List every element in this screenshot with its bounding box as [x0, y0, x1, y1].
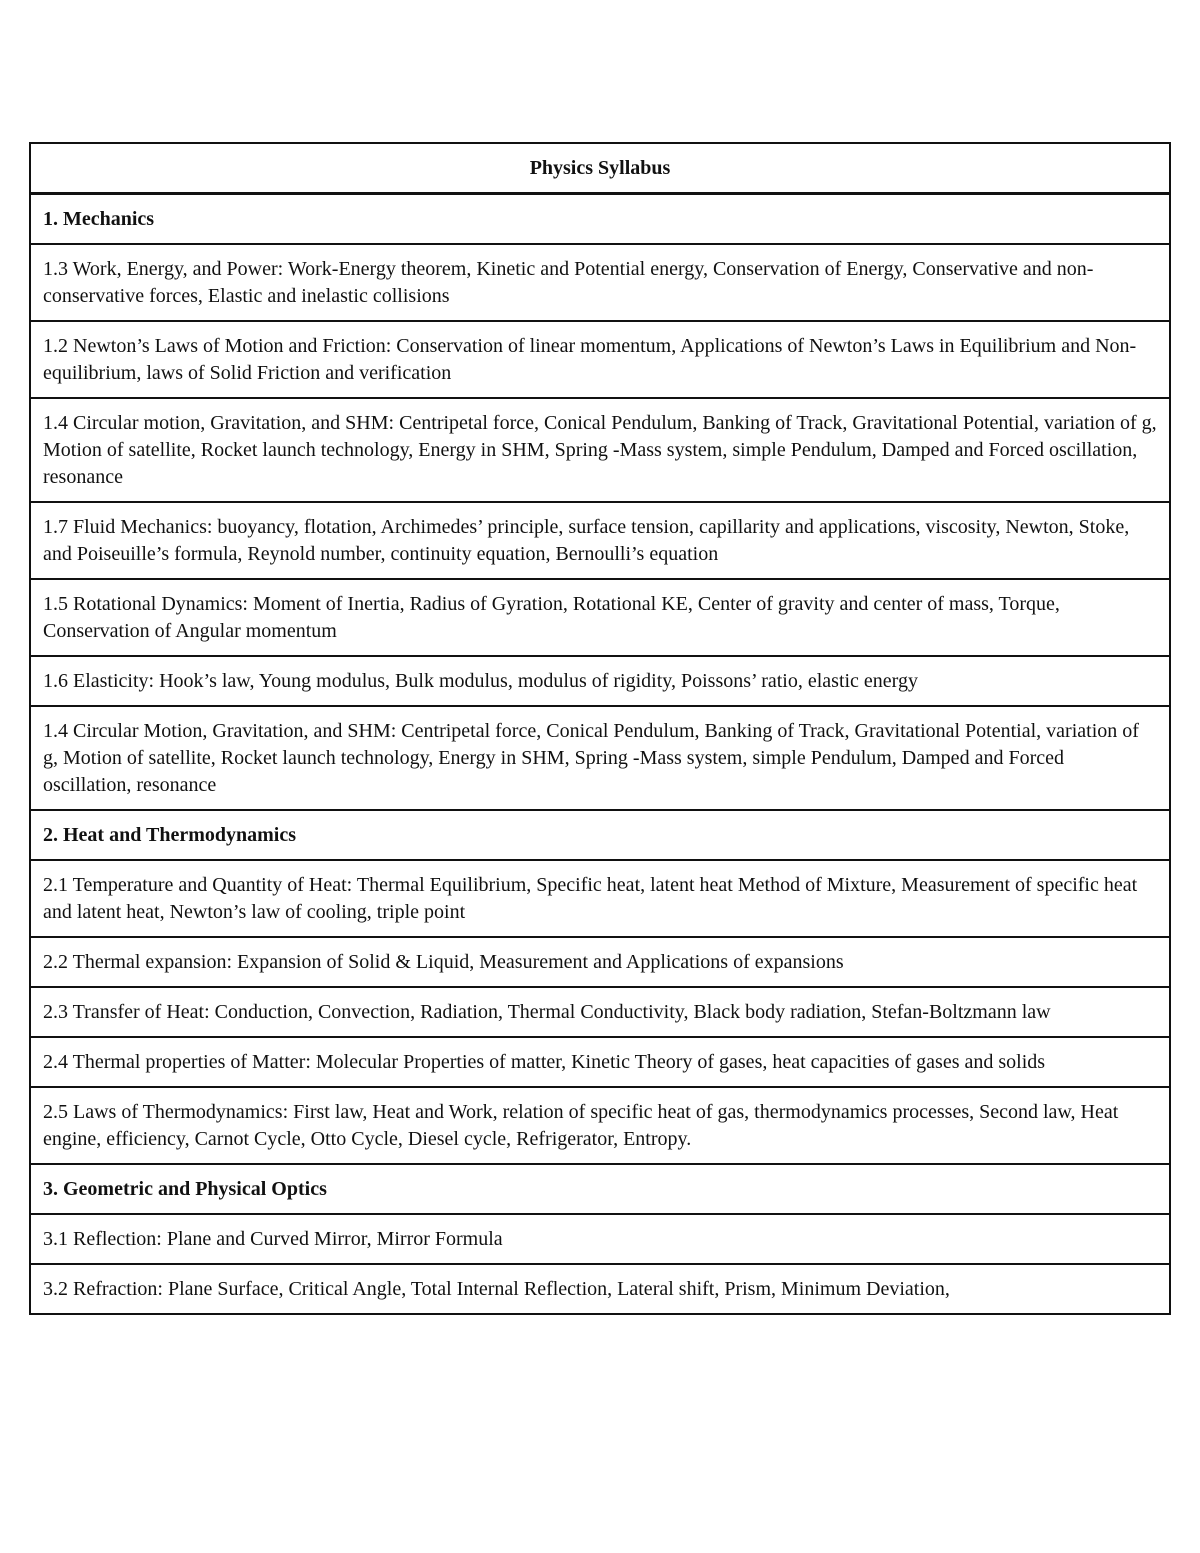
topic-cell: 1.2 Newton’s Laws of Motion and Friction: Conservation of linear momentum, Applications of Newton’s Laws in Equilibrium and Non-equilibrium, laws of Solid Friction and verification	[30, 321, 1170, 398]
table-title: Physics Syllabus	[30, 143, 1170, 194]
table-row	[30, 502, 1170, 579]
section-row-heat-thermodynamics	[30, 810, 1170, 860]
table-row	[30, 579, 1170, 656]
table-row	[30, 656, 1170, 706]
table-row	[30, 937, 1170, 987]
topic-cell: 2.5 Laws of Thermodynamics: First law, Heat and Work, relation of specific heat of gas, thermodynamics processes, Second law, Heat engine, efficiency, Carnot Cycle, Otto Cycle, Diesel cycle, Refrigerator, Entropy.	[30, 1087, 1170, 1164]
table-row	[30, 398, 1170, 502]
table-row	[30, 321, 1170, 398]
table-row	[30, 1264, 1170, 1314]
table-row	[30, 860, 1170, 937]
topic-cell: 2.3 Transfer of Heat: Conduction, Convection, Radiation, Thermal Conductivity, Black body radiation, Stefan-Boltzmann law	[30, 987, 1170, 1037]
syllabus-table	[29, 142, 1171, 1315]
topic-cell: 2.4 Thermal properties of Matter: Molecular Properties of matter, Kinetic Theory of gases, heat capacities of gases and solids	[30, 1037, 1170, 1087]
topic-cell: 2.2 Thermal expansion: Expansion of Solid & Liquid, Measurement and Applications of expansions	[30, 937, 1170, 987]
topic-cell: 1.5 Rotational Dynamics: Moment of Inertia, Radius of Gyration, Rotational KE, Center of gravity and center of mass, Torque, Conservation of Angular momentum	[30, 579, 1170, 656]
table-row	[30, 987, 1170, 1037]
table-row	[30, 706, 1170, 810]
table-row	[30, 1214, 1170, 1264]
table-row	[30, 1087, 1170, 1164]
section-row-mechanics	[30, 194, 1170, 245]
section-row-optics	[30, 1164, 1170, 1214]
topic-cell: 1.6 Elasticity: Hook’s law, Young modulus, Bulk modulus, modulus of rigidity, Poissons’ ratio, elastic energy	[30, 656, 1170, 706]
section-heading: 2. Heat and Thermodynamics	[30, 810, 1170, 860]
topic-cell: 1.4 Circular motion, Gravitation, and SHM: Centripetal force, Conical Pendulum, Banking of Track, Gravitational Potential, variation of g, Motion of satellite, Rocket launch technology, Energy in SHM, Spring -Mass system, simple Pendulum, Damped and Forced oscillation, resonance	[30, 398, 1170, 502]
table-row	[30, 1037, 1170, 1087]
topic-cell: 3.2 Refraction: Plane Surface, Critical Angle, Total Internal Reflection, Lateral shift, Prism, Minimum Deviation,	[30, 1264, 1170, 1314]
table-row	[30, 244, 1170, 321]
topic-cell: 1.7 Fluid Mechanics: buoyancy, flotation, Archimedes’ principle, surface tension, capillarity and applications, viscosity, Newton, Stoke, and Poiseuille’s formula, Reynold number, continuity equation, Bernoulli’s equation	[30, 502, 1170, 579]
title-row	[30, 143, 1170, 194]
topic-cell: 2.1 Temperature and Quantity of Heat: Thermal Equilibrium, Specific heat, latent heat Method of Mixture, Measurement of specific heat and latent heat, Newton’s law of cooling, triple point	[30, 860, 1170, 937]
topic-cell: 1.4 Circular Motion, Gravitation, and SHM: Centripetal force, Conical Pendulum, Banking of Track, Gravitational Potential, variation of g, Motion of satellite, Rocket launch technology, Energy in SHM, Spring -Mass system, simple Pendulum, Damped and Forced oscillation, resonance	[30, 706, 1170, 810]
topic-cell: 1.3 Work, Energy, and Power: Work-Energy theorem, Kinetic and Potential energy, Conservation of Energy, Conservative and non-conservative forces, Elastic and inelastic collisions	[30, 244, 1170, 321]
section-heading: 1. Mechanics	[30, 194, 1170, 245]
section-heading: 3. Geometric and Physical Optics	[30, 1164, 1170, 1214]
topic-cell: 3.1 Reflection: Plane and Curved Mirror, Mirror Formula	[30, 1214, 1170, 1264]
